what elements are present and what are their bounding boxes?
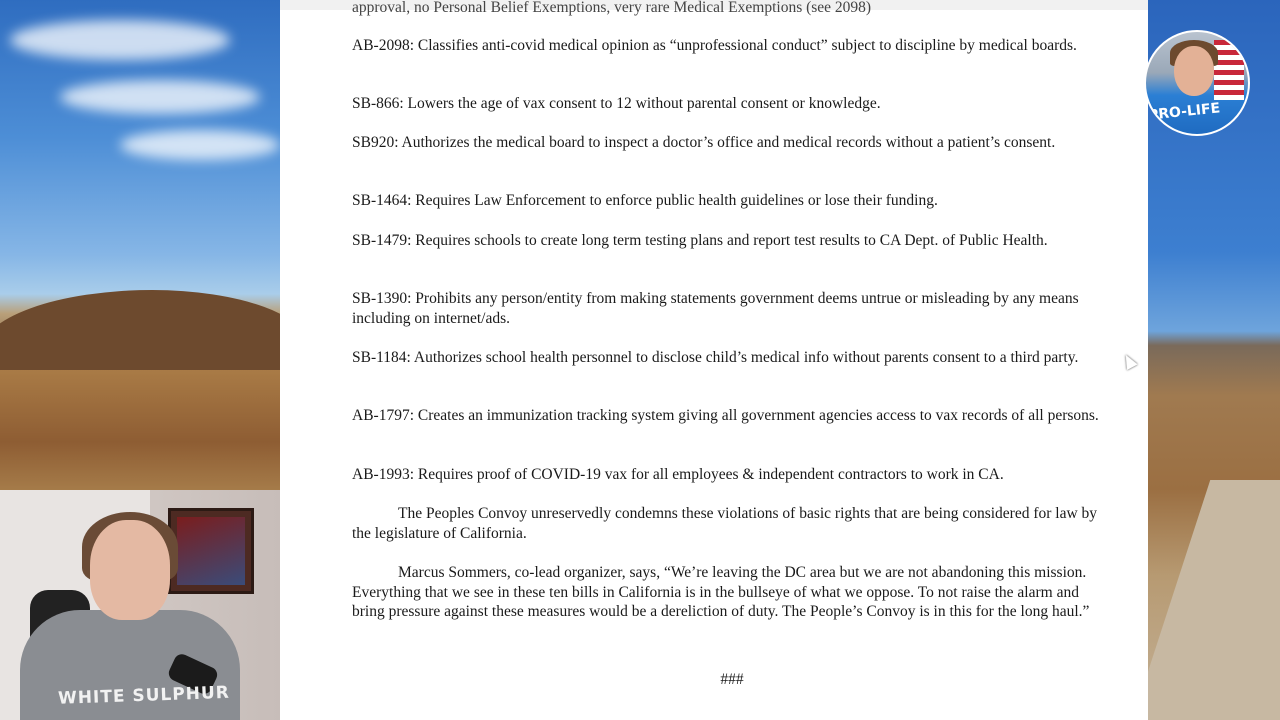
flag-icon [1214,40,1244,100]
presenter [90,520,170,620]
bill-sb-1184: SB-1184: Authorizes school health personnel to disclose child’s medical info without parents consent to a third party. [352,349,1079,366]
bill-sb-1479: SB-1479: Requires schools to create long term testing plans and report test results to CA Dept. of Public Health. [352,232,1048,249]
paragraph-condemn: The Peoples Convoy unreservedly condemns these violations of basic rights that are being considered for law by the legislature of California. [352,505,1098,542]
background-landscape-left [0,0,280,490]
bill-ab-2098: AB-2098: Classifies anti-covid medical opinion as “unprofessional conduct” subject to discipline by medical boards. [352,37,1077,54]
webcam-feed [0,490,280,720]
cut-off-line: approval, no Personal Belief Exemptions, very rare Medical Exemptions (see 2098) [352,0,872,16]
bill-sb-1464: SB-1464: Requires Law Enforcement to enforce public health guidelines or lose their funding. [352,192,938,209]
hoodie-text: WHITE SULPHUR [57,682,231,709]
paragraph-quote: Marcus Sommers, co-lead organizer, says, “We’re leaving the DC area but we are not abandoning this mission. Everything that we see in these ten bills in California is in the bullseye of what we oppose. To not raise the alarm and bring pressure against these measures would be a dereliction of duty. The People’s Convoy is in this for the long haul.” [352,564,1090,620]
end-mark: ### [720,671,744,688]
bill-sb-866: SB-866: Lowers the age of vax consent to 12 without parental consent or knowledge. [352,95,881,112]
bill-sb-1390: SB-1390: Prohibits any person/entity from making statements government deems untrue or misleading by any means including on internet/ads. [352,290,1079,327]
bill-ab-1797: AB-1797: Creates an immunization tracking system giving all government agencies access to vax records of all persons. [352,407,1099,424]
bill-ab-1993: AB-1993: Requires proof of COVID-19 vax for all employees & independent contractors to work in CA. [352,466,1004,483]
wall-picture [168,508,254,594]
document-page [280,0,1148,720]
streamer-avatar [1144,30,1250,136]
bill-sb920: SB920: Authorizes the medical board to inspect a doctor’s office and medical records without a patient’s consent. [352,134,1056,151]
avatar-shirt-text: PRO-LIFE [1147,100,1221,124]
